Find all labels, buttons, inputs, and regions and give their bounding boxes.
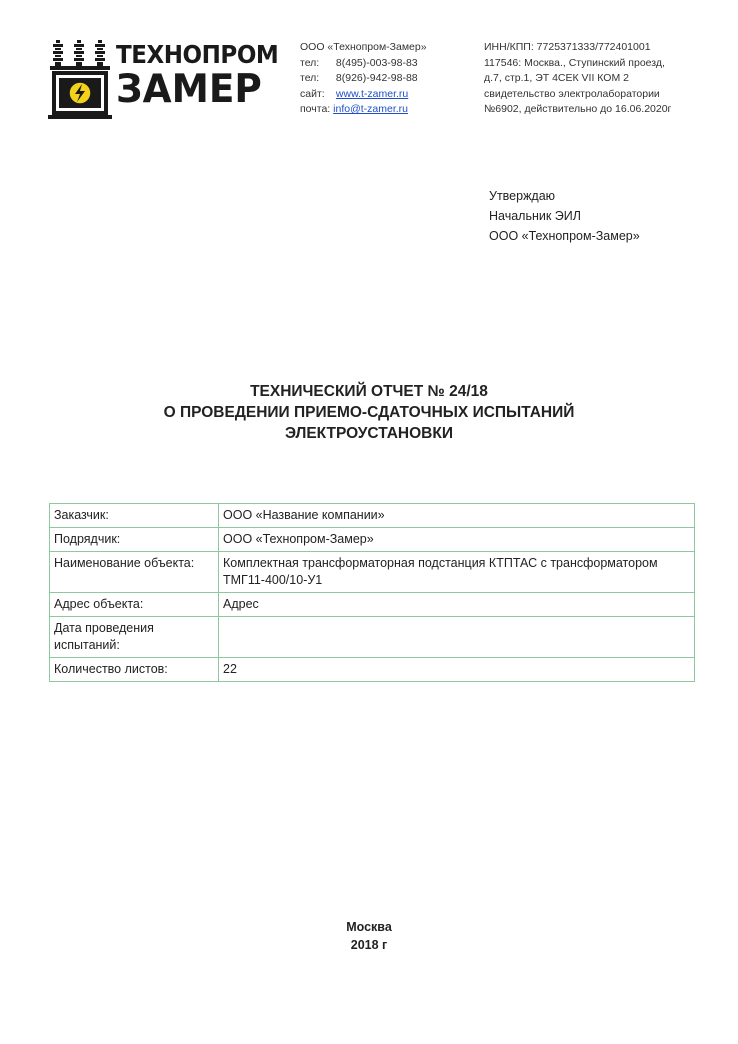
phone-2-label: тел:: [300, 72, 320, 84]
requisites-line-1: ИНН/КПП: 7725371333/772401001: [484, 41, 651, 53]
contact-company: ООО «Технопром-Замер»: [300, 41, 427, 53]
row-value-customer: ООО «Название компании»: [219, 504, 695, 528]
mail-link[interactable]: info@t-zamer.ru: [333, 103, 408, 115]
table-row: [50, 528, 695, 552]
footer-city: Москва: [346, 920, 392, 934]
row-key-sheet-count: Количество листов:: [50, 658, 219, 682]
site-label: сайт:: [300, 87, 325, 100]
title-line-2: О ПРОВЕДЕНИИ ПРИЕМО-СДАТОЧНЫХ ИСПЫТАНИЙ: [163, 404, 575, 421]
row-value-contractor: ООО «Технопром-Замер»: [219, 528, 695, 552]
row-value-sheet-count: 22: [219, 658, 695, 682]
title-line-1: ТЕХНИЧЕСКИЙ ОТЧЕТ № 24/18: [250, 383, 488, 400]
report-footer: [0, 918, 738, 954]
phone-1-value: 8(495)-003-98-83: [335, 56, 418, 69]
row-value-object-name: Комплектная трансформаторная подстанция КТПТАС с трансформатором ТМГ11-400/10-У1: [219, 552, 695, 593]
contact-phone-1: [300, 56, 427, 72]
approval-line-1: Утверждаю: [489, 189, 556, 203]
row-key-contractor: Подрядчик:: [50, 528, 219, 552]
insulators-transformer-icon: [48, 38, 114, 120]
footer-year: 2018 г: [350, 938, 388, 952]
title-line-3: ЭЛЕКТРОУСТАНОВКИ: [285, 425, 453, 442]
requisites-line-3: д.7, стр.1, ЭТ 4СЕК VII КОМ 2: [484, 72, 629, 84]
row-key-object-address: Адрес объекта:: [50, 593, 219, 617]
table-row: [50, 658, 695, 682]
approval-block: [489, 186, 640, 246]
row-key-customer: Заказчик:: [50, 504, 219, 528]
row-key-test-date: Дата проведения испытаний:: [50, 617, 219, 658]
table-row: [50, 504, 695, 528]
header-requisites: [484, 40, 714, 118]
row-value-object-address: Адрес: [219, 593, 695, 617]
row-value-test-date: [219, 617, 695, 658]
logo-text-line1: ТЕХНОПРОМ: [116, 40, 279, 69]
row-key-object-name: Наименование объекта:: [50, 552, 219, 593]
requisites-line-4: свидетельство электролаборатории: [484, 87, 660, 100]
requisites-line-2: 117546: Москва., Ступинский проезд,: [484, 56, 665, 69]
contact-site: [300, 87, 427, 103]
approval-line-2: Начальник ЭИЛ: [489, 209, 581, 223]
requisites-line-5: №6902, действительно до 16.06.2020г: [484, 103, 672, 115]
phone-1-label: тел:: [300, 56, 320, 69]
header-contact: [300, 40, 427, 118]
mail-label: почта:: [300, 103, 331, 115]
report-title: [0, 381, 738, 444]
table-row: [50, 552, 695, 593]
site-link[interactable]: www.t-zamer.ru: [335, 87, 409, 100]
contact-phone-2: [300, 71, 427, 87]
approval-line-3: ООО «Технопром-Замер»: [489, 229, 640, 243]
table-row: [50, 617, 695, 658]
phone-2-value: 8(926)-942-98-88: [335, 72, 418, 84]
contact-mail: [300, 102, 427, 118]
logo-text-line2: ЗАМЕР: [116, 67, 262, 112]
report-info-table: [49, 503, 695, 682]
table-row: [50, 593, 695, 617]
